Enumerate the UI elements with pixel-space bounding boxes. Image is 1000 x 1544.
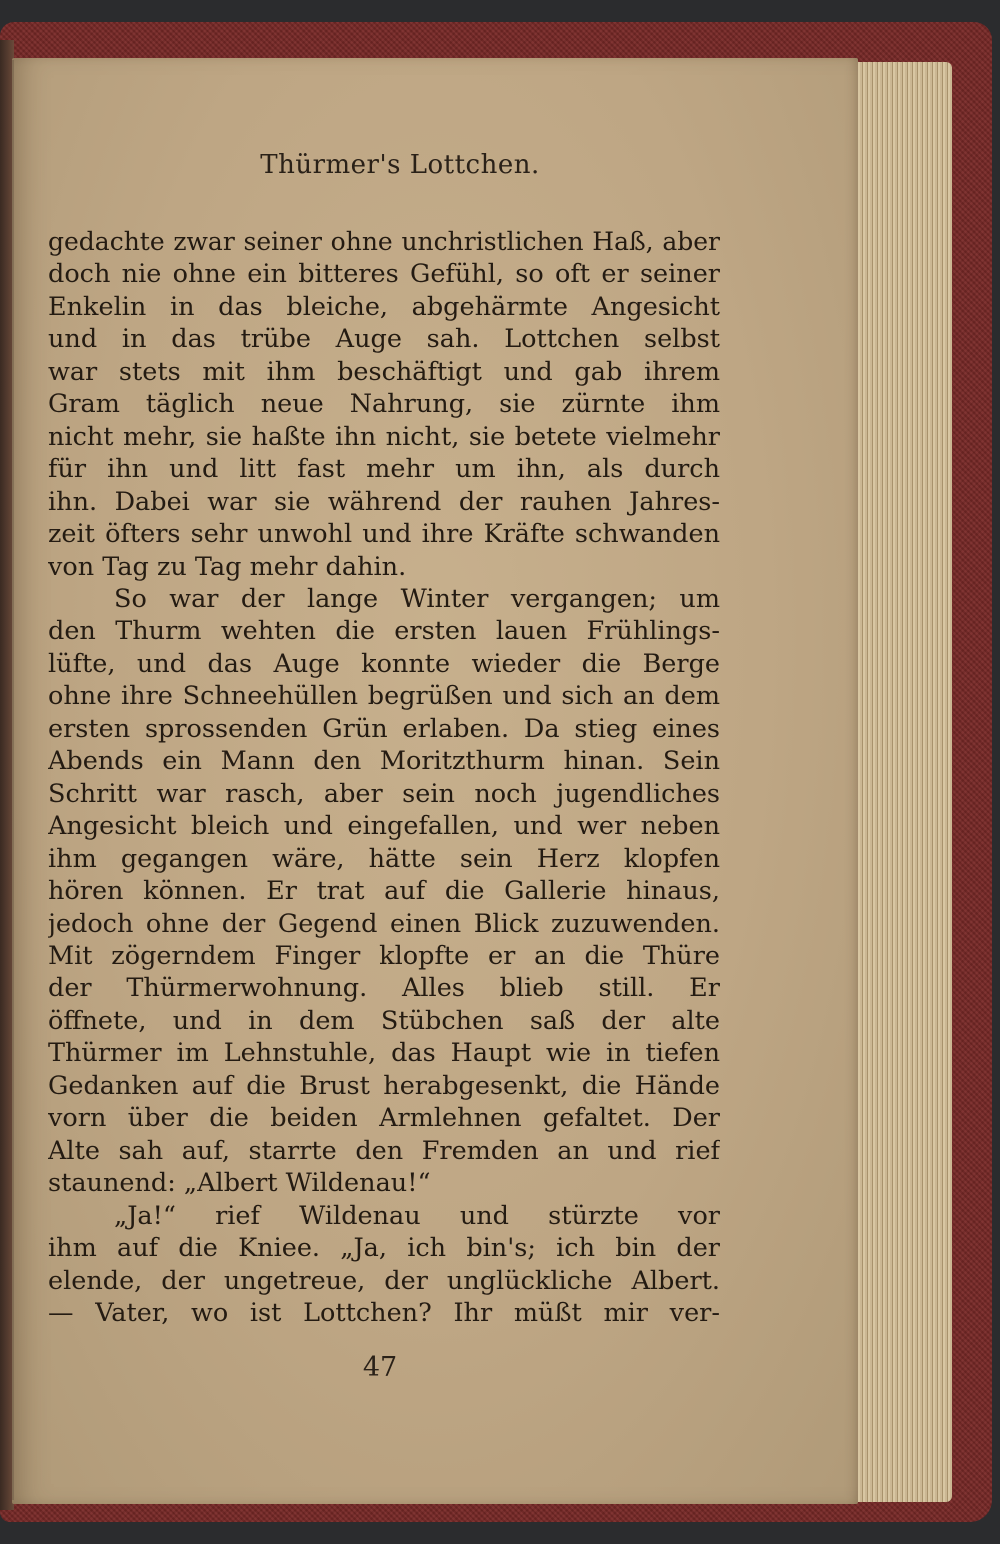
text-line: war stets mit ihm beschäftigt und gab ihrem [48, 356, 720, 387]
text-line: den Thurm wehten die ersten lauen Frühlings- [48, 616, 720, 647]
text-line: ihn. Dabei war sie während der rauhen Jahres- [48, 486, 720, 517]
text-line: öffnete, und in dem Stübchen saß der alte [48, 1005, 720, 1036]
text-line: Schritt war rasch, aber sein noch jugendliches [48, 778, 720, 809]
text-line: Thürmer im Lehnstuhle, das Haupt wie in tiefen [48, 1038, 720, 1069]
text-line: doch nie ohne ein bitteres Gefühl, so oft er seiner [48, 259, 720, 290]
text-line: für ihn und litt fast mehr um ihn, als durch [48, 454, 720, 485]
text-line: ohne ihre Schneehüllen begrüßen und sich an dem [48, 681, 720, 712]
text-line: Alte sah auf, starrte den Fremden an und rief [48, 1135, 720, 1166]
text-line: Enkelin in das bleiche, abgehärmte Angesicht [48, 291, 720, 322]
text-line: zeit öfters sehr unwohl und ihre Kräfte schwanden [48, 519, 720, 550]
text-line: Mit zögerndem Finger klopfte er an die Thüre [48, 940, 720, 971]
text-line: Abends ein Mann den Moritzthurm hinan. Sein [48, 746, 720, 777]
text-line: elende, der ungetreue, der unglückliche Albert. [48, 1265, 720, 1296]
text-line: Gram täglich neue Nahrung, sie zürnte ihm [48, 389, 720, 420]
text-line: „Ja!“ rief Wildenau und stürzte vor [114, 1200, 720, 1231]
running-head: Thürmer's Lottchen. [260, 150, 540, 180]
text-line: ersten sprossenden Grün erlaben. Da stieg eines [48, 713, 720, 744]
text-line: ihm auf die Kniee. „Ja, ich bin's; ich bin der [48, 1233, 720, 1264]
body-text [48, 226, 720, 1329]
gutter [12, 60, 14, 1500]
text-line: vorn über die beiden Armlehnen gefaltet. Der [48, 1103, 720, 1134]
text-line: Gedanken auf die Brust herabgesenkt, die Hände [48, 1070, 720, 1101]
text-line: Angesicht bleich und eingefallen, und wer neben [48, 811, 720, 842]
text-line: hören können. Er trat auf die Gallerie hinaus, [48, 876, 720, 907]
text-line: gedachte zwar seiner ohne unchristlichen Haß, aber [48, 227, 720, 256]
text-line: lüfte, und das Auge konnte wieder die Berge [48, 648, 720, 679]
text-line: und in das trübe Auge sah. Lottchen selbst [48, 324, 720, 355]
text-line: — Vater, wo ist Lottchen? Ihr müßt mir ver- [48, 1297, 720, 1328]
text-line: der Thürmerwohnung. Alles blieb still. Er [48, 973, 720, 1004]
text-line: ihm gegangen wäre, hätte sein Herz klopfen [48, 843, 720, 874]
text-line: von Tag zu Tag mehr dahin. [48, 551, 407, 582]
text-line: nicht mehr, sie haßte ihn nicht, sie betete vielmehr [48, 421, 720, 452]
page-number: 47 [362, 1352, 398, 1383]
text-line: So war der lange Winter vergangen; um [114, 583, 720, 614]
text-line: staunend: „Albert Wildenau!“ [48, 1168, 431, 1199]
text-line: jedoch ohne der Gegend einen Blick zuzuwenden. [48, 908, 720, 939]
